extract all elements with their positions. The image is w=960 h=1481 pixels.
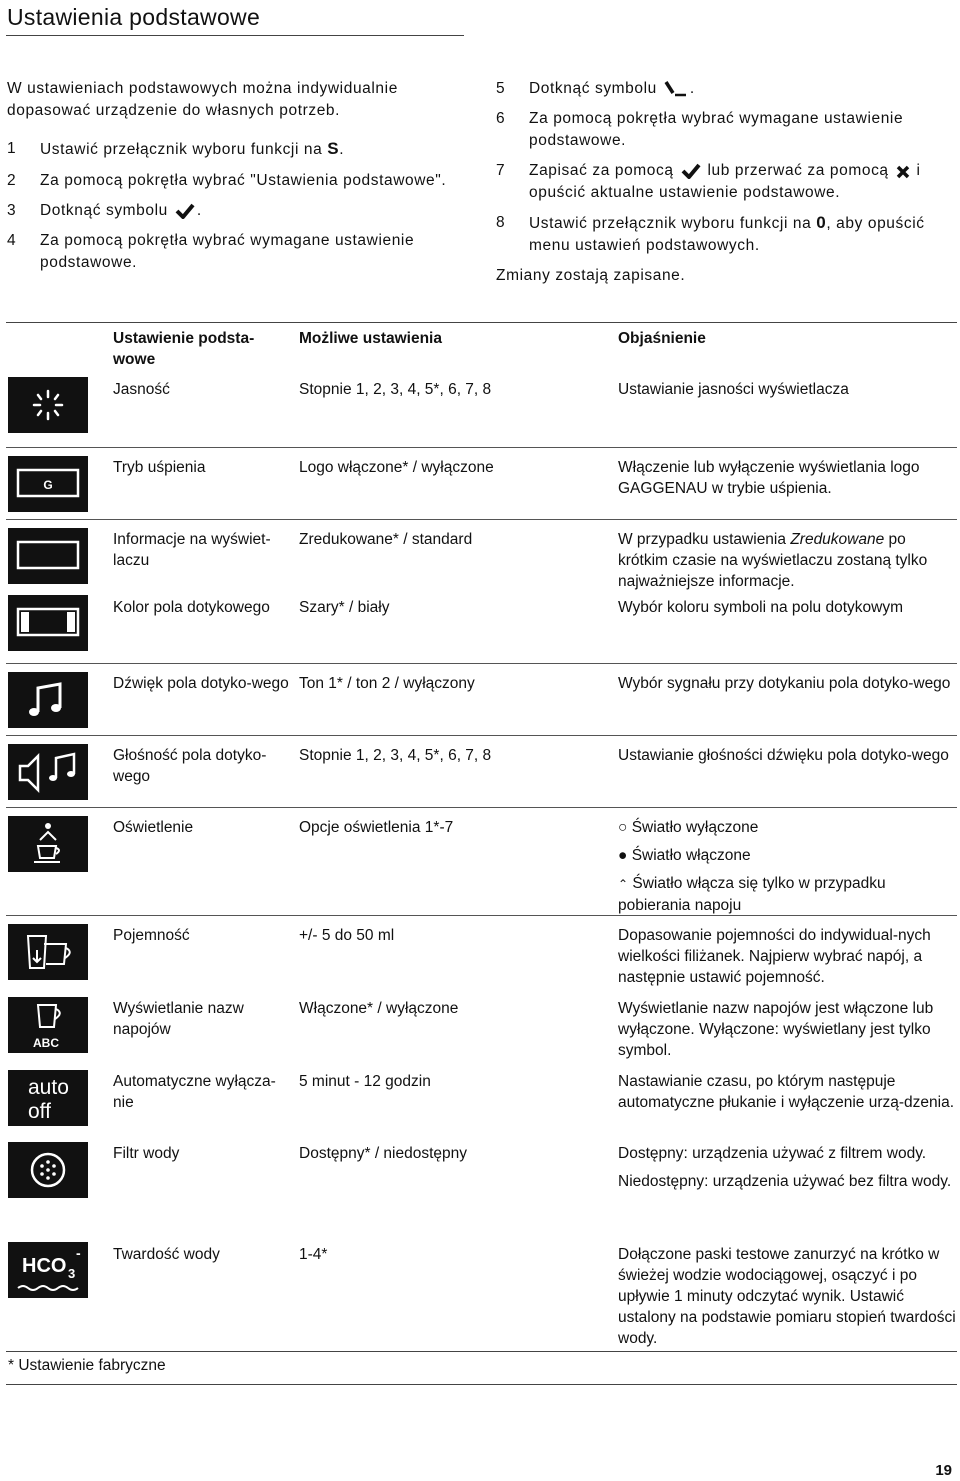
footnote: * Ustawienie fabryczne <box>8 1357 166 1374</box>
step-number: 7 <box>496 162 506 179</box>
auto-off-icon <box>8 1070 88 1126</box>
step-text: Za pomocą pokrętła wybrać "Ustawienia podstawowe". <box>40 172 447 189</box>
option-text: Światło włączone <box>631 847 751 864</box>
step-text-end: . <box>689 80 695 97</box>
step-number: 6 <box>496 110 506 127</box>
cup-light-icon <box>8 816 88 872</box>
setting-name: Oświetlenie <box>113 819 194 836</box>
setting-explanation: Wyświetlanie nazw napojów jest włączone lub wyłączone. Wyłączone: wyświetlany jest tylko symbol. <box>618 1000 934 1059</box>
setting-explanation: Dopasowanie pojemności do indywidual-nych wielkości filiżanek. Najpierw wybrać napój, a następnie ustawić pojemność. <box>618 927 931 986</box>
setting-name: Wyświetlanie nazw napojów <box>113 1000 244 1038</box>
wrench-settings-icon <box>664 81 688 97</box>
step-text: Zapisać za pomocą <box>529 162 674 179</box>
setting-explanation: Włączenie lub wyłączenie wyświetlania logo GAGGENAU w trybie uśpienia. <box>618 459 920 497</box>
table-row <box>6 447 957 520</box>
table-row <box>6 1062 957 1134</box>
option-text: Światło włącza się tylko w przypadku pobierania napoju <box>618 875 886 914</box>
hco3-icon-superscript: - <box>76 1245 81 1261</box>
intro-text: W ustawieniach podstawowych można indywidualnie dopasować urządzenie do własnych potrzeb. <box>7 80 398 119</box>
table-row <box>6 989 957 1061</box>
setting-name: Pojemność <box>113 927 190 944</box>
step-text: i opuścić aktualne ustawienie podstawowe. <box>529 162 921 201</box>
step-8 <box>496 212 954 257</box>
table-row <box>6 593 957 663</box>
setting-name: Kolor pola dotykowego <box>113 599 270 616</box>
setting-explanation: Dołączone paski testowe zanurzyć na krótko w świeżej wodzie wodociągowej, osączyć i po upływie 1 minuty odczytać wynik. Ustawić ustalony na podstawie pomiaru stopień twardości wody. <box>618 1246 956 1347</box>
step-number: 1 <box>7 140 17 157</box>
setting-explanation: Ustawianie głośności dźwięku pola dotyko-wego <box>618 747 949 764</box>
setting-name: Filtr wody <box>113 1145 180 1162</box>
table-row <box>6 1240 957 1350</box>
water-filter-icon <box>8 1142 88 1198</box>
light-rays-icon: ⌃ <box>618 877 629 891</box>
changes-saved-text: Zmiany zostają zapisane. <box>496 267 686 284</box>
music-note-icon <box>8 672 88 728</box>
hco3-icon <box>8 1242 88 1298</box>
cup-abc-icon <box>8 997 88 1053</box>
step-3 <box>7 200 462 222</box>
right-column <box>496 78 954 287</box>
circle-filled-icon: ● <box>618 847 628 864</box>
explanation-emphasis: Zredukowane <box>790 531 885 548</box>
step-text-end: . <box>196 202 202 219</box>
checkmark-icon <box>681 163 701 179</box>
cup-volume-icon <box>8 924 88 980</box>
step-5 <box>496 78 954 100</box>
title-divider <box>6 35 464 36</box>
option-text: Światło wyłączone <box>631 819 759 836</box>
setting-explanation <box>618 529 956 592</box>
hco3-icon-label: HCO <box>22 1255 67 1277</box>
step-number: 4 <box>7 232 17 249</box>
setting-options: Ton 1* / ton 2 / wyłączony <box>299 675 475 692</box>
setting-options: Stopnie 1, 2, 3, 4, 5*, 6, 7, 8 <box>299 747 492 764</box>
step-number: 3 <box>7 202 17 219</box>
step-text: Za pomocą pokrętła wybrać wymagane ustawienie podstawowe. <box>529 110 904 149</box>
touch-color-icon <box>8 595 88 651</box>
table-row <box>6 519 957 594</box>
setting-options: Opcje oświetlenia 1*-7 <box>299 819 454 836</box>
page-number: 19 <box>935 1462 952 1479</box>
step-text-end: . <box>339 141 345 158</box>
sleep-mode-icon-label: G <box>43 478 53 492</box>
setting-explanation <box>618 1143 956 1199</box>
setting-options: Logo włączone* / wyłączone <box>299 459 494 476</box>
function-symbol-s: S <box>327 139 340 158</box>
cup-abc-icon-label: ABC <box>33 1036 59 1050</box>
step-text: Za pomocą pokrętła wybrać wymagane ustawienie podstawowe. <box>40 232 415 271</box>
speaker-note-icon <box>8 744 88 800</box>
header-options: Możliwe ustawienia <box>299 330 442 347</box>
setting-options: Szary* / biały <box>299 599 390 616</box>
step-text: Ustawić przełącznik wyboru funkcji na <box>529 215 812 232</box>
setting-name: Automatyczne wyłącza-nie <box>113 1073 276 1111</box>
explanation-unavailable: Niedostępny: urządzenia używać bez filtra wody. <box>618 1173 952 1190</box>
header-explanation: Objaśnienie <box>618 330 706 347</box>
footnote-divider-bottom <box>6 1384 957 1385</box>
step-text-end: , aby opuścić menu ustawień podstawowych. <box>529 215 925 254</box>
step-text: lub przerwać za pomocą <box>707 162 889 179</box>
table-row <box>6 370 957 444</box>
setting-name: Dźwięk pola dotyko-wego <box>113 675 289 692</box>
setting-explanation: Ustawianie jasności wyświetlacza <box>618 381 849 398</box>
setting-explanation <box>618 817 956 923</box>
setting-options: Zredukowane* / standard <box>299 531 473 548</box>
setting-explanation: Wybór koloru symboli na polu dotykowym <box>618 599 904 616</box>
setting-name: Tryb uśpienia <box>113 459 206 476</box>
light-off-option <box>618 817 956 838</box>
explanation-part: W przypadku ustawienia <box>618 531 786 548</box>
step-2 <box>7 170 462 192</box>
step-number: 5 <box>496 80 506 97</box>
light-on-option <box>618 845 956 866</box>
step-7 <box>496 160 954 204</box>
step-4 <box>7 230 462 274</box>
auto-off-icon-label-2: off <box>28 1100 51 1123</box>
brightness-icon <box>8 377 88 433</box>
display-info-icon <box>8 528 88 584</box>
cancel-x-icon <box>896 165 910 179</box>
auto-off-icon-label-1: auto <box>28 1076 69 1099</box>
setting-options: Dostępny* / niedostępny <box>299 1145 468 1162</box>
light-dispense-option <box>618 873 956 916</box>
explanation-available: Dostępny: urządzenia używać z filtrem wody. <box>618 1145 927 1162</box>
step-6 <box>496 108 954 152</box>
footnote-divider <box>6 1351 957 1352</box>
sleep-mode-icon <box>8 456 88 512</box>
setting-name: Informacje na wyświet-laczu <box>113 531 271 569</box>
circle-outline-icon: ○ <box>618 819 628 836</box>
checkmark-icon <box>175 203 195 219</box>
function-symbol-0: 0 <box>816 213 827 232</box>
table-row <box>6 915 957 990</box>
step-text: Dotknąć symbolu <box>529 80 657 97</box>
left-column <box>7 78 462 274</box>
header-setting: Ustawienie podsta-wowe <box>113 330 255 368</box>
explanation-part: po krótkim czasie na wyświetlaczu zostaną tylko najważniejsze informacje. <box>618 531 928 590</box>
setting-options: 1-4* <box>299 1246 328 1263</box>
table-header <box>6 322 957 371</box>
setting-name: Głośność pola dotyko-wego <box>113 747 267 785</box>
setting-options: Włączone* / wyłączone <box>299 1000 459 1017</box>
setting-options: Stopnie 1, 2, 3, 4, 5*, 6, 7, 8 <box>299 381 492 398</box>
step-text: Ustawić przełącznik wyboru funkcji na <box>40 141 323 158</box>
step-text: Dotknąć symbolu <box>40 202 168 219</box>
step-1 <box>7 138 462 161</box>
table-row <box>6 1134 957 1240</box>
setting-name: Jasność <box>113 381 170 398</box>
setting-explanation: Nastawianie czasu, po którym następuje automatyczne płukanie i wyłączenie urzą-dzenia. <box>618 1073 955 1111</box>
setting-name: Twardość wody <box>113 1246 220 1263</box>
table-row <box>6 807 957 916</box>
setting-explanation: Wybór sygnału przy dotykaniu pola dotyko-wego <box>618 675 951 692</box>
step-number: 2 <box>7 172 17 189</box>
setting-options: 5 minut - 12 godzin <box>299 1073 431 1090</box>
setting-options: +/- 5 do 50 ml <box>299 927 395 944</box>
step-number: 8 <box>496 214 506 231</box>
table-row <box>6 735 957 808</box>
table-row <box>6 663 957 736</box>
page-title: Ustawienia podstawowe <box>7 4 261 30</box>
hco3-icon-subscript: 3 <box>68 1266 76 1281</box>
